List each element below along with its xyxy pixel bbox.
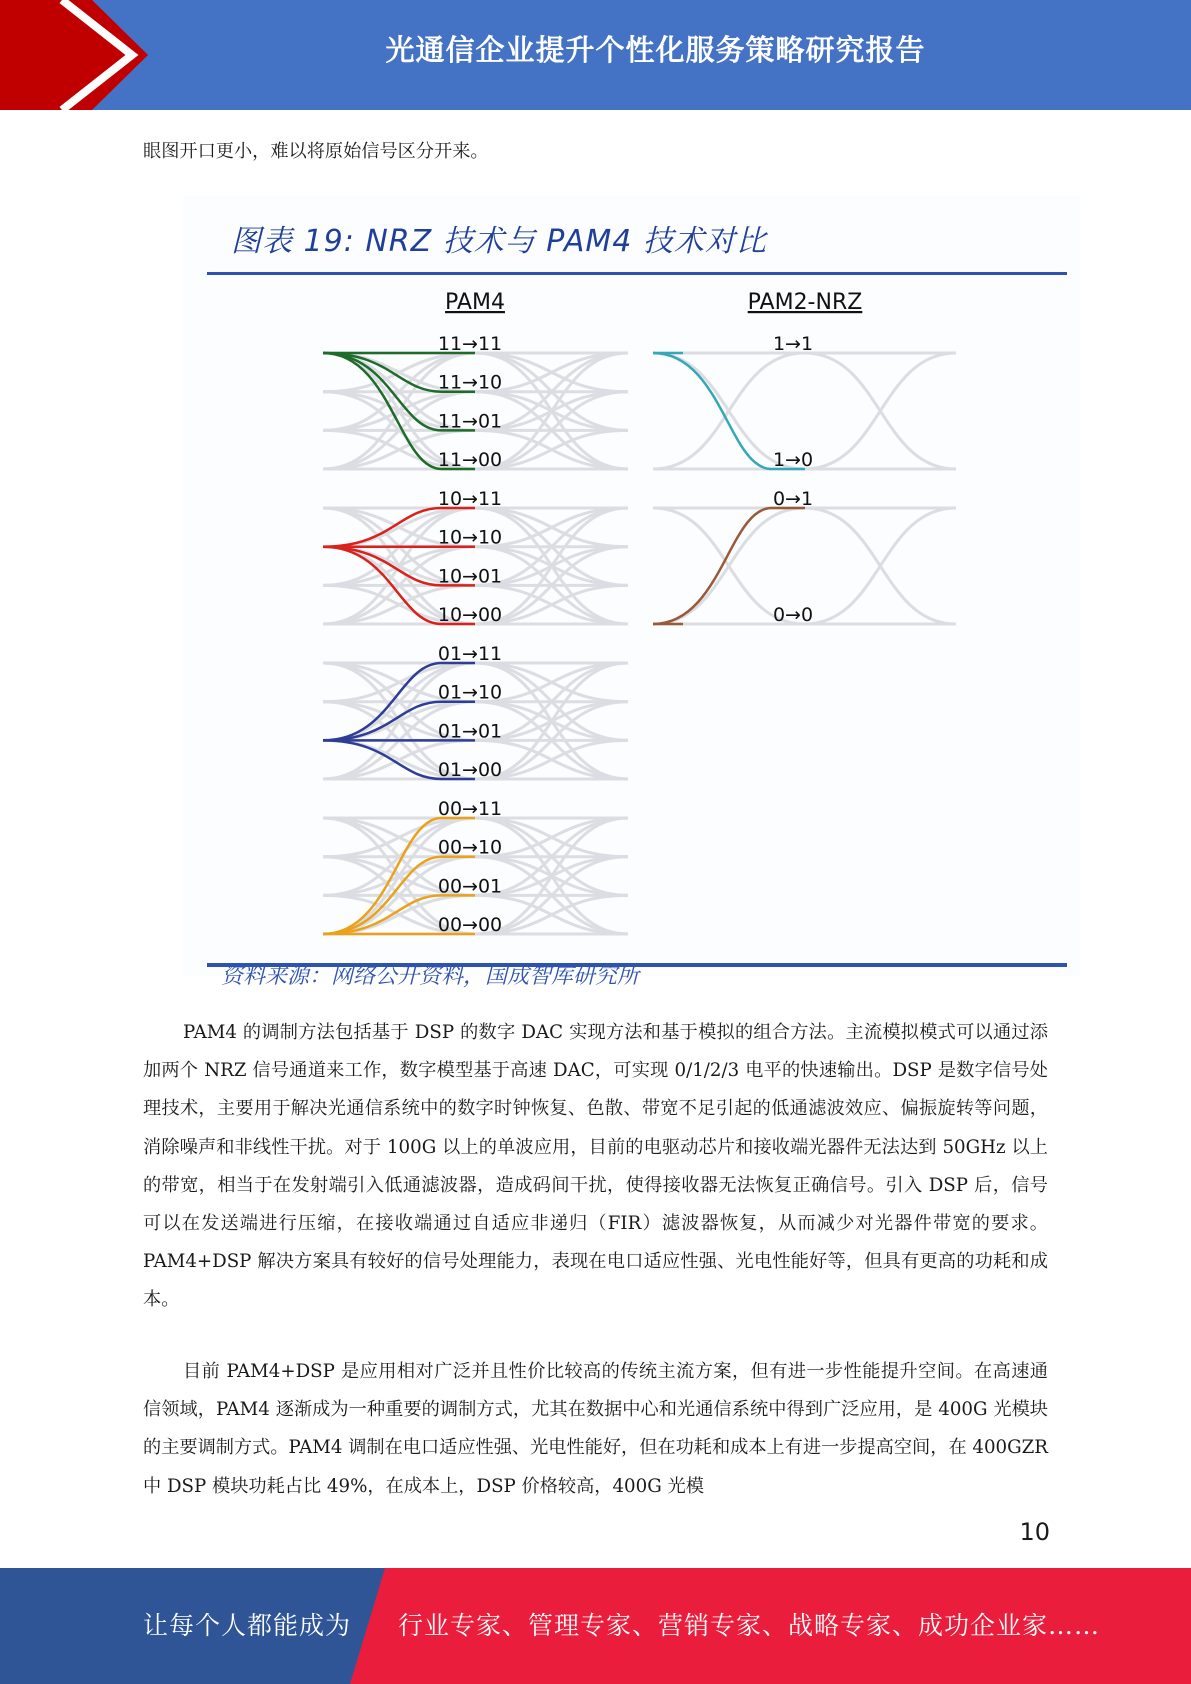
pam4-group (323, 643, 628, 781)
pam4-level-label: 10→00 (437, 604, 503, 626)
nrz-level-label: 0→1 (772, 488, 814, 510)
pam4-level-label: 11→00 (437, 449, 503, 471)
nrz-eye-diagrams (653, 333, 956, 626)
footer-slogan-right: 行业专家、管理专家、营销专家、战略专家、成功企业家…… (398, 1611, 1101, 1640)
nrz-level-label: 0→0 (772, 604, 814, 626)
nrz-group (653, 488, 956, 626)
paragraph-pam4-mainstream: 目前 PAM4+DSP 是应用相对广泛并且性价比较高的传统主流方案，但有进一步性能提升空间。在高速通信领域，PAM4 逐渐成为一种重要的调制方式，尤其在数据中心和光通信系统中得到广泛应用，是 400G 光模块的主要调制方式。PAM4 调制在电口适应性强、光电性能好，但在功耗和成本上有进一步提高空间，在 400GZR 中 DSP 模块功耗占比 49%，在成本上，DSP 价格较高，400G 光模 (143, 1361, 1048, 1497)
pam4-level-label: 10→01 (437, 565, 503, 588)
page-number: 10 (1019, 1518, 1050, 1546)
pam4-level-label: 00→01 (437, 875, 503, 898)
page-footer (0, 1568, 1191, 1684)
footer-slogan-left: 让每个人都能成为 (143, 1611, 352, 1640)
pam4-level-label: 11→11 (437, 333, 503, 355)
pam4-level-label: 10→11 (437, 488, 503, 510)
pam4-group (323, 488, 628, 626)
header-title: 光通信企业提升个性化服务策略研究报告 (385, 33, 926, 67)
figure-nrz-pam4-comparison (183, 196, 1080, 989)
pam4-level-label: 00→11 (437, 798, 503, 820)
figure-source: 资料来源：网络公开资料，国成智库研究所 (221, 964, 640, 989)
nrz-group (653, 333, 956, 471)
pam4-level-label: 10→10 (437, 526, 503, 549)
nrz-level-label: 1→1 (772, 333, 814, 355)
pam4-level-label: 01→11 (437, 643, 503, 665)
figure-title: 图表 19: NRZ 技术与 PAM4 技术对比 (231, 224, 767, 259)
pam4-level-label: 00→10 (437, 836, 503, 859)
pam4-group (323, 333, 628, 471)
pam4-level-label: 11→01 (437, 410, 503, 433)
pam4-level-label: 01→01 (437, 720, 503, 743)
pam4-level-label: 01→10 (437, 681, 503, 704)
pam4-level-label: 11→10 (437, 371, 503, 394)
nrz-heading: PAM2-NRZ (747, 290, 863, 315)
eye-diagram-graphic (183, 196, 1080, 976)
paragraph-intro: 眼图开口更小，难以将原始信号区分开来。 (143, 141, 489, 162)
pam4-heading: PAM4 (445, 290, 505, 315)
paragraph-pam4-dsp: PAM4 的调制方法包括基于 DSP 的数字 DAC 实现方法和基于模拟的组合方法。主流模拟模式可以通过添加两个 NRZ 信号通道来工作，数字模型基于高速 DAC，可实现 0/1/2/3 电平的快速输出。DSP 是数字信号处理技术，主要用于解决光通信系统中的数字时钟恢复、色散、带宽不足引起的低通滤波效应、偏振旋转等问题，消除噪声和非线性干扰。对于 100G 以上的单波应用，目前的电驱动芯片和接收端光器件无法达到 50GHz 以上的带宽，相当于在发射端引入低通滤波器，造成码间干扰，使得接收器无法恢复正确信号。引入 DSP 后，信号可以在发送端进行压缩，在接收端通过自适应非递归（FIR）滤波器恢复，从而减少对光器件带宽的要求。PAM4+DSP 解决方案具有较好的信号处理能力，表现在电口适应性强、光电性能好等，但具有更高的功耗和成本。 (143, 1022, 1048, 1311)
nrz-level-label: 1→0 (772, 449, 814, 471)
pam4-level-label: 01→00 (437, 759, 503, 781)
pam4-level-label: 00→00 (437, 914, 503, 936)
pam4-eye-diagrams (323, 333, 628, 936)
page-header (0, 0, 1191, 110)
pam4-group (323, 798, 628, 936)
